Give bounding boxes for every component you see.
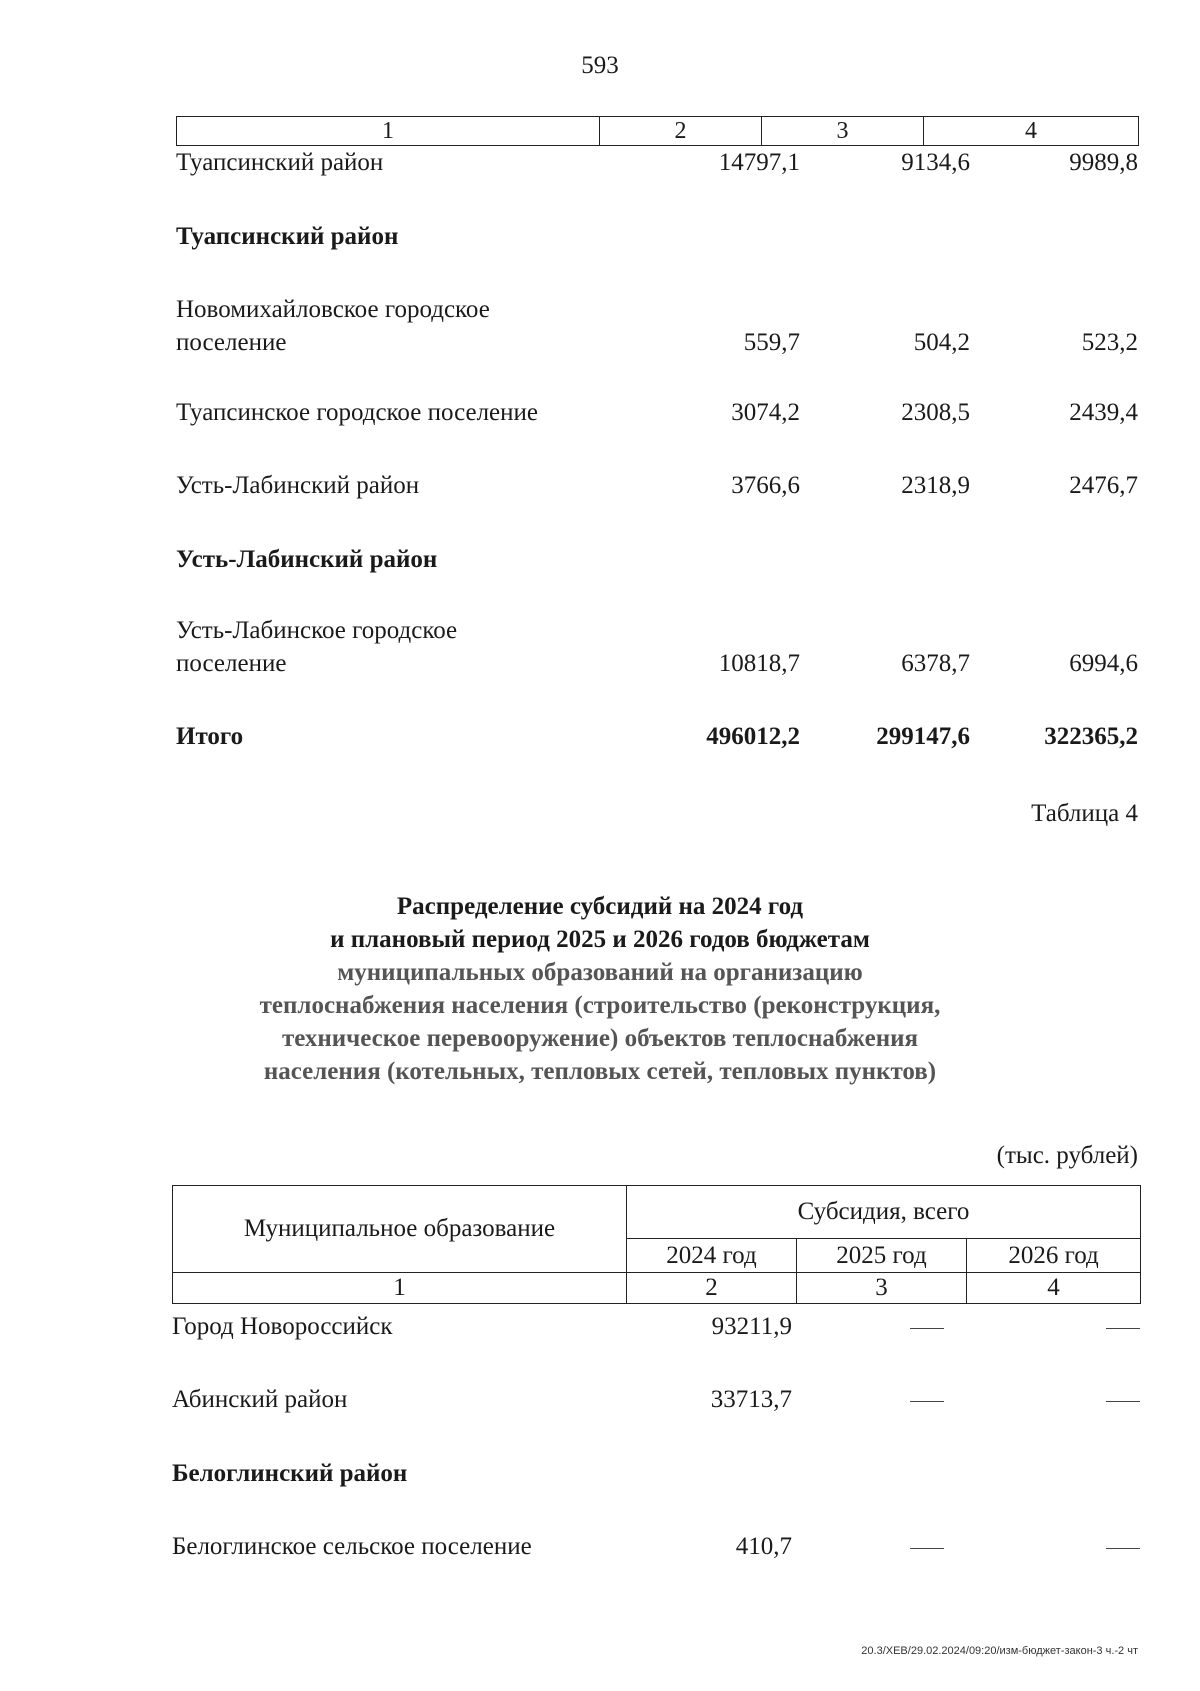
title-line: теплоснабжения населения (строительство (реконструкция, [259, 992, 941, 1019]
header-subsidy-total: Субсидия, всего [627, 1186, 1141, 1239]
col-number-3: 3 [797, 1273, 967, 1304]
row-name: Белоглинский район [172, 1460, 408, 1487]
value-2024: 410,7 [735, 1533, 792, 1560]
units-label: (тыс. рублей) [996, 1142, 1138, 1169]
table-row [176, 293, 1138, 359]
col-number-2: 2 [600, 117, 762, 146]
header-year-2024: 2024 год [627, 1239, 797, 1273]
table-title [0, 890, 1200, 1088]
title-line: и плановый период 2025 и 2026 годов бюджетам [330, 926, 870, 953]
subsidy-table-header [172, 1185, 1141, 1304]
row-name: Туапсинское городское поселение [176, 399, 538, 426]
title-line: муниципальных образований на организацию [337, 959, 863, 986]
value-2026: 523,2 [1081, 329, 1138, 356]
title-line: техническое перевооружение) объектов теплоснабжения [281, 1025, 919, 1052]
row-name: Абинский район [172, 1386, 348, 1413]
row-name: Усть-Лабинский район [176, 546, 438, 573]
dash-2025 [910, 1310, 944, 1343]
row-name: Туапсинский район [176, 149, 384, 176]
value-2024: 93211,9 [711, 1313, 792, 1340]
row-name: Усть-Лабинский район [176, 472, 420, 499]
dash-2025 [910, 1383, 944, 1416]
row-name: Туапсинский район [176, 223, 399, 250]
title-line: Распределение субсидий на 2024 год [396, 893, 804, 920]
row-name: Новомихайловское городское поселение [176, 296, 490, 356]
dash-2026 [1106, 1310, 1140, 1343]
table-row [176, 614, 1138, 680]
value-2024: 3766,6 [731, 472, 800, 499]
dash-2026 [1106, 1530, 1140, 1563]
value-2026: 9989,8 [1069, 149, 1138, 176]
col-number-4: 4 [967, 1273, 1141, 1304]
header-year-2025: 2025 год [797, 1239, 967, 1273]
value-2025: 504,2 [913, 329, 970, 356]
row-name: Итого [176, 723, 244, 750]
value-2024: 33713,7 [710, 1386, 792, 1413]
value-2026: 6994,6 [1069, 650, 1138, 677]
title-line: населения (котельных, тепловых сетей, тепловых пунктов) [263, 1058, 937, 1085]
page-number: 593 [581, 52, 619, 79]
col-number-1: 1 [173, 1273, 627, 1304]
document-footer: 20.3/ХЕВ/29.02.2024/09:20/изм-бюджет-закон-3 ч.-2 чт [861, 1645, 1138, 1657]
value-2024: 496012,2 [706, 723, 800, 750]
value-2025: 2308,5 [901, 399, 970, 426]
col-number-3: 3 [762, 117, 924, 146]
value-2026: 2476,7 [1069, 472, 1138, 499]
continuation-table-header [176, 116, 1139, 146]
row-name: Белоглинское сельское поселение [172, 1533, 532, 1560]
dash-2025 [910, 1530, 944, 1563]
header-municipality: Муниципальное образование [173, 1186, 627, 1273]
value-2025: 299147,6 [876, 723, 970, 750]
value-2025: 6378,7 [901, 650, 970, 677]
value-2025: 9134,6 [901, 149, 970, 176]
value-2024: 559,7 [743, 329, 800, 356]
value-2026: 2439,4 [1069, 399, 1138, 426]
value-2024: 3074,2 [731, 399, 800, 426]
value-2026: 322365,2 [1044, 723, 1138, 750]
value-2024: 14797,1 [718, 149, 800, 176]
table-label: Таблица 4 [1031, 800, 1138, 827]
col-number-4: 4 [924, 117, 1139, 146]
value-2024: 10818,7 [718, 650, 800, 677]
dash-2026 [1106, 1383, 1140, 1416]
row-name: Усть-Лабинское городское поселение [176, 617, 458, 677]
col-number-1: 1 [177, 117, 600, 146]
header-year-2026: 2026 год [967, 1239, 1141, 1273]
row-name: Город Новороссийск [172, 1313, 393, 1340]
value-2025: 2318,9 [901, 472, 970, 499]
col-number-2: 2 [627, 1273, 797, 1304]
